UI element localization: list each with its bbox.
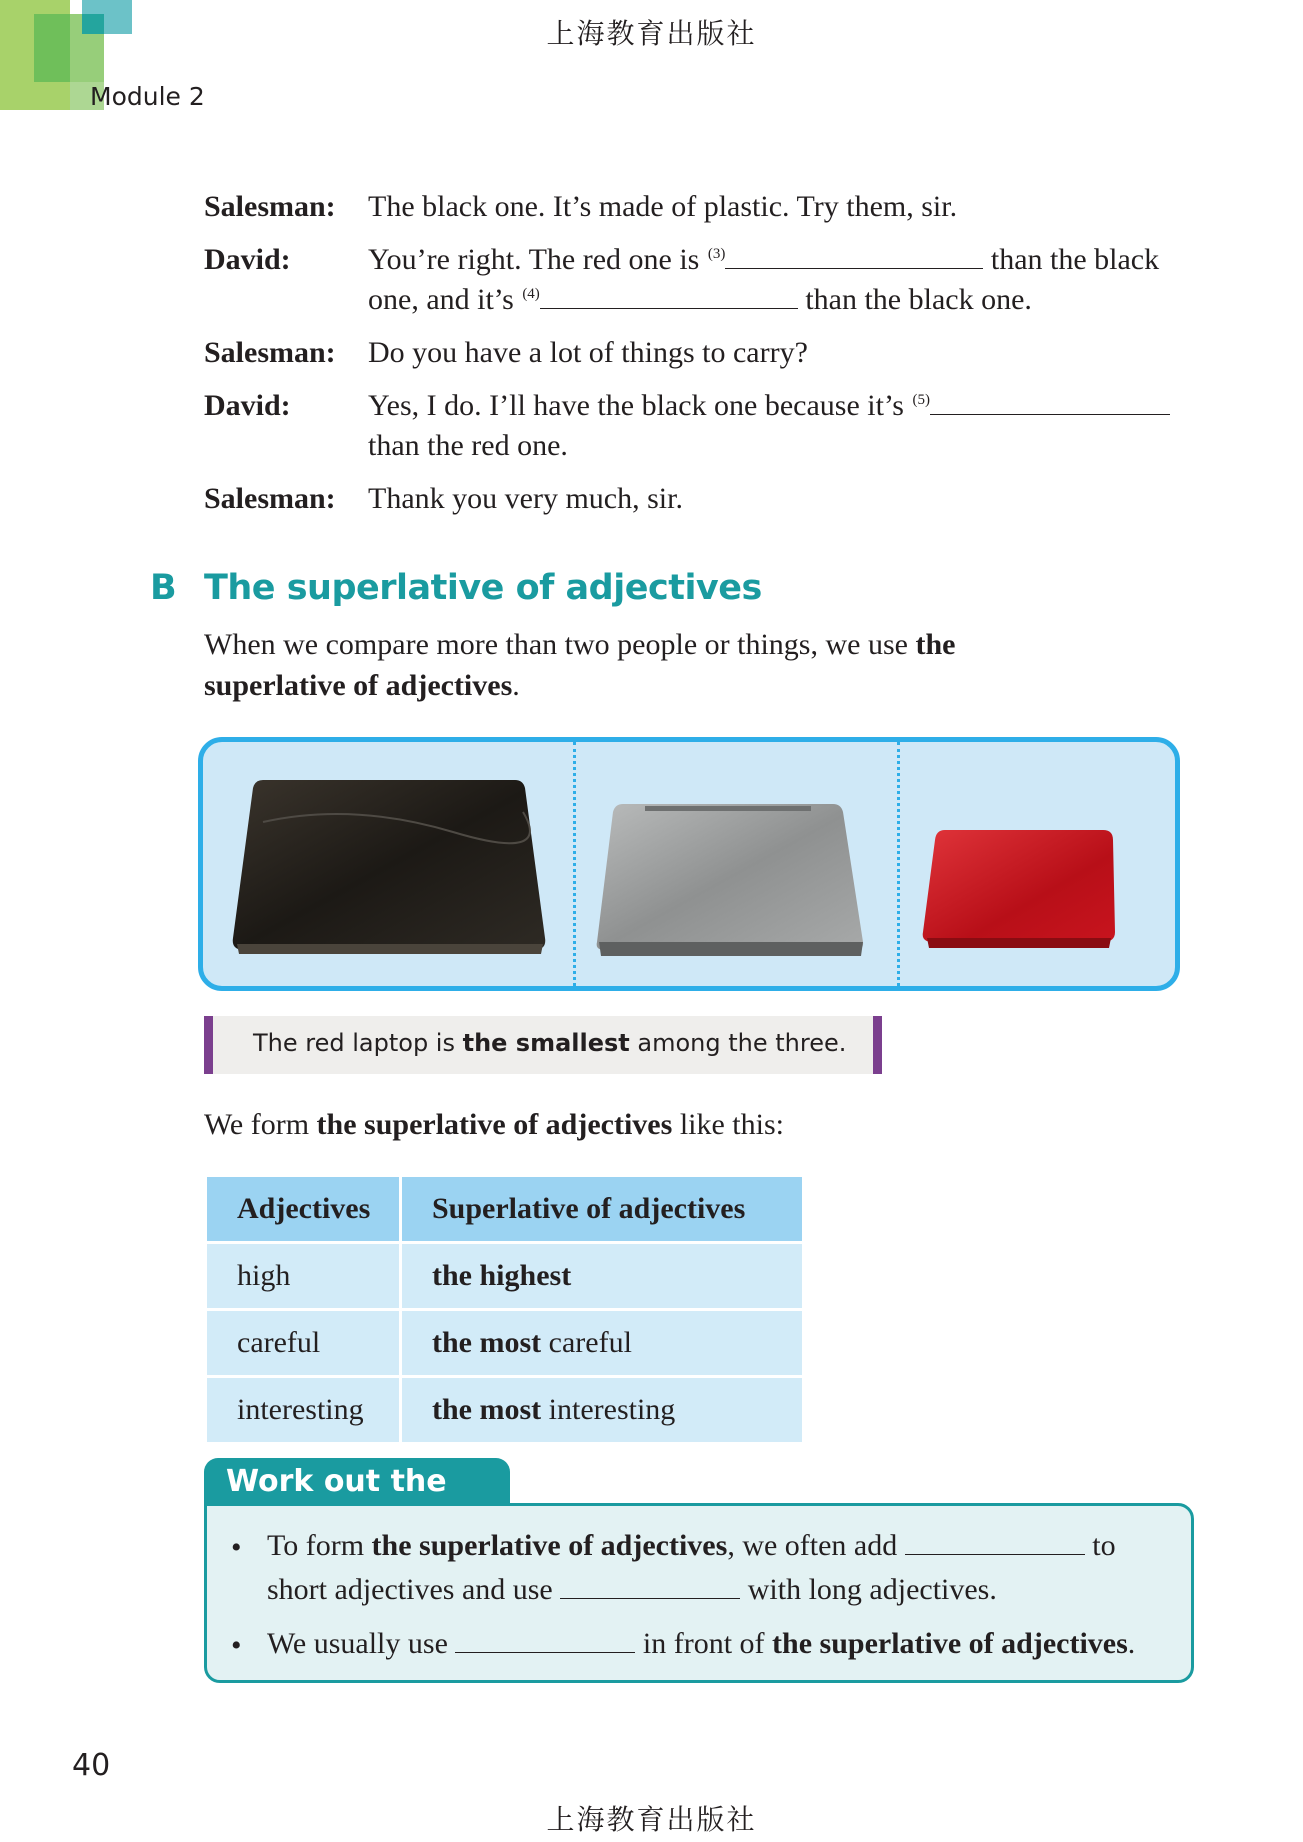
section-title: The superlative of adjectives xyxy=(204,568,762,608)
speaker-name: Salesman: xyxy=(204,336,336,369)
bullet-icon: • xyxy=(231,1531,242,1564)
laptop-picture-panel xyxy=(198,737,1180,991)
dialogue-row xyxy=(204,479,1194,519)
header-adjectives: Adjectives xyxy=(206,1176,401,1243)
answer-blank[interactable] xyxy=(540,280,798,309)
answer-blank[interactable] xyxy=(905,1526,1085,1555)
superlative-table xyxy=(204,1174,805,1445)
speaker-name: Salesman: xyxy=(204,190,336,223)
superlative-cell: the highest xyxy=(401,1243,804,1310)
adjective-cell: high xyxy=(206,1243,401,1310)
adjective-cell: interesting xyxy=(206,1377,401,1444)
line-text: Yes, I do. I’ll have the black one because it’s xyxy=(368,389,912,422)
answer-blank[interactable] xyxy=(725,240,983,269)
example-sentence-box xyxy=(204,1016,882,1074)
rule-box xyxy=(204,1503,1194,1683)
adjective-cell: careful xyxy=(206,1310,401,1377)
line-text: Thank you very much, sir. xyxy=(368,482,683,515)
line-text: than the red one. xyxy=(368,429,568,462)
bullet-icon: • xyxy=(231,1629,242,1662)
blank-number: (5) xyxy=(912,392,930,408)
line-text: than the black one. xyxy=(797,283,1032,316)
form-instruction: We form the superlative of adjectives like this: xyxy=(204,1108,784,1141)
black-laptop xyxy=(233,780,546,954)
dialogue-line xyxy=(368,386,1194,466)
dialogue-line xyxy=(368,187,1194,227)
rule-title: Work out the xyxy=(226,1464,447,1499)
dialogue-row xyxy=(204,333,1194,373)
table-header-row xyxy=(206,1176,804,1243)
silver-laptop xyxy=(597,804,863,956)
dialogue-line xyxy=(368,333,1194,373)
table-row xyxy=(206,1377,804,1444)
speaker-name: David: xyxy=(204,389,291,422)
rule-bullet-2: We usually use in front of the superlative of adjectives. xyxy=(267,1622,1177,1666)
section-letter: B xyxy=(150,568,177,608)
publisher-footer: 上海教育出版社 xyxy=(546,1803,757,1836)
rule-bullet-1: To form the superlative of adjectives, we often add to short adjectives and use with long adjectives. xyxy=(267,1524,1177,1612)
dialogue-line xyxy=(368,479,1194,519)
line-text: The black one. It’s made of plastic. Try them, sir. xyxy=(368,190,958,223)
answer-blank[interactable] xyxy=(455,1624,635,1653)
laptop-illustrations xyxy=(203,742,1175,986)
table-row xyxy=(206,1310,804,1377)
example-sentence: The red laptop is the smallest among the three. xyxy=(253,1029,847,1057)
blank-number: (4) xyxy=(522,286,540,302)
line-text: than the black one, and it’s xyxy=(368,243,1160,316)
superlative-cell: the most interesting xyxy=(401,1377,804,1444)
dialogue-row xyxy=(204,187,1194,227)
dialogue-row xyxy=(204,386,1194,466)
red-laptop xyxy=(923,830,1115,948)
speaker-name: Salesman: xyxy=(204,482,336,515)
blank-number: (3) xyxy=(707,246,726,262)
rule-tab xyxy=(204,1458,510,1508)
module-label: Module 2 xyxy=(90,82,205,111)
answer-blank[interactable] xyxy=(560,1570,740,1599)
publisher-header: 上海教育出版社 xyxy=(546,17,757,50)
answer-blank[interactable] xyxy=(930,386,1170,415)
dialogue-line xyxy=(368,240,1194,320)
section-intro: When we compare more than two people or things, we use the superlative of adjectives. xyxy=(204,628,956,702)
dialogue-row xyxy=(204,240,1194,320)
dialogue xyxy=(204,187,1194,532)
header-superlatives: Superlative of adjectives xyxy=(401,1176,804,1243)
superlative-cell: the most careful xyxy=(401,1310,804,1377)
page-number: 40 xyxy=(72,1748,111,1783)
table-row xyxy=(206,1243,804,1310)
speaker-name: David: xyxy=(204,243,291,276)
line-text: Do you have a lot of things to carry? xyxy=(368,336,808,369)
line-text: You’re right. The red one is xyxy=(368,243,707,276)
